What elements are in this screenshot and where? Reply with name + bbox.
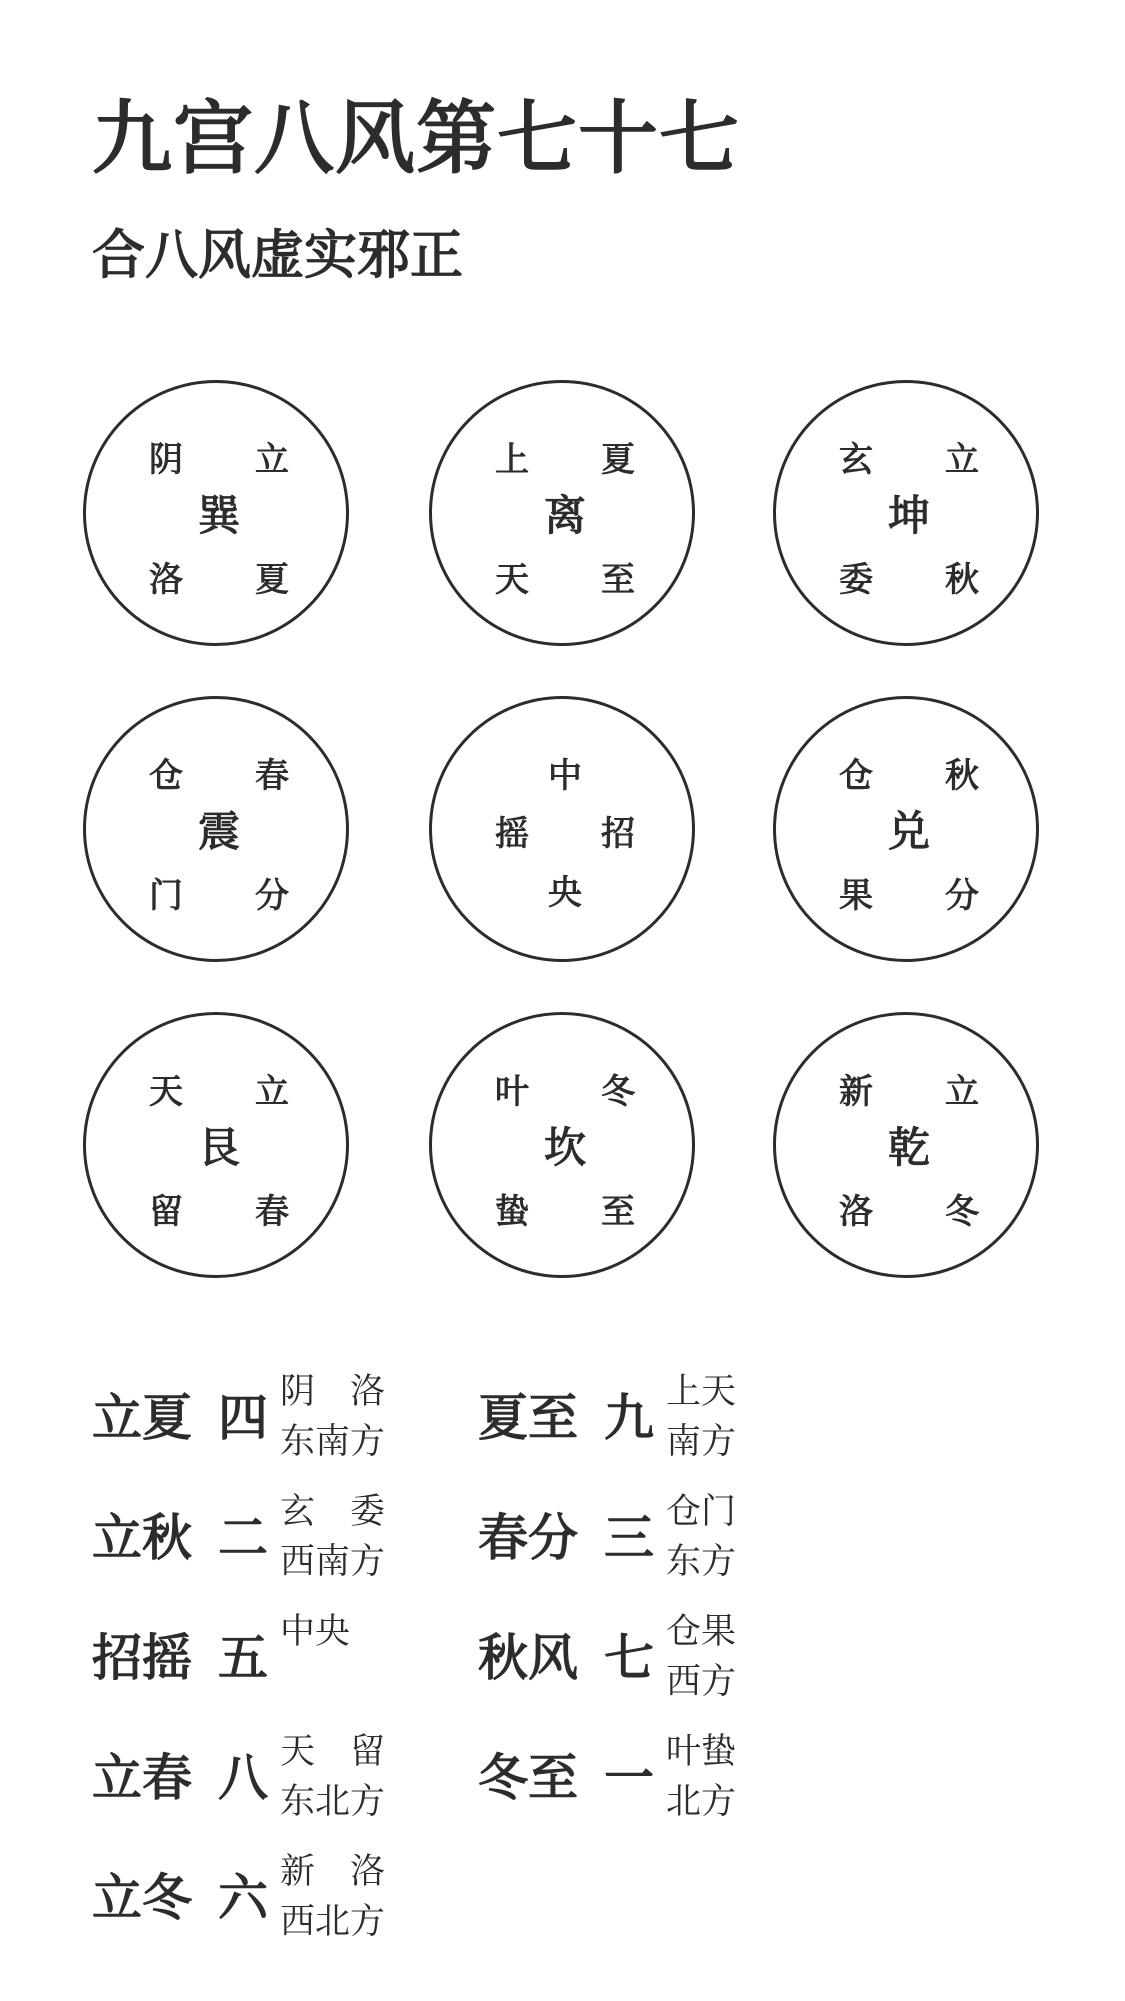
legend-wind-name: 仓果 bbox=[666, 1612, 737, 1652]
palace-char: 新 bbox=[839, 1072, 873, 1112]
legend-number: 九 bbox=[604, 1388, 654, 1447]
palace-char: 秋 bbox=[945, 756, 979, 796]
palace-char: 立 bbox=[945, 440, 979, 480]
palace-char: 洛 bbox=[149, 560, 183, 600]
palace-name: 离 bbox=[543, 491, 586, 540]
legend-number: 八 bbox=[218, 1748, 268, 1807]
palace-char: 果 bbox=[839, 876, 873, 916]
legend-entry bbox=[478, 1728, 798, 1838]
palace-gen bbox=[83, 1012, 349, 1278]
palace-kun bbox=[773, 380, 1039, 646]
legend-direction: 北方 bbox=[666, 1782, 737, 1822]
legend-number: 五 bbox=[218, 1628, 268, 1687]
palace-name: 乾 bbox=[887, 1123, 930, 1172]
palace-char: 分 bbox=[255, 876, 289, 916]
legend-entry bbox=[478, 1368, 798, 1478]
legend-entry bbox=[478, 1608, 798, 1718]
palace-name: 震 bbox=[197, 807, 240, 856]
legend-wind-name: 天 留 bbox=[280, 1732, 386, 1772]
palace-char: 中 bbox=[548, 756, 582, 796]
legend-direction: 西方 bbox=[666, 1662, 737, 1702]
palace-name: 坎 bbox=[543, 1123, 586, 1172]
palace-char: 秋 bbox=[945, 560, 979, 600]
palace-char: 阴 bbox=[149, 440, 183, 480]
legend-entry bbox=[92, 1488, 412, 1598]
palace-xun bbox=[83, 380, 349, 646]
palace-char: 仓 bbox=[839, 756, 873, 796]
legend-wind-name: 新 洛 bbox=[280, 1852, 386, 1892]
legend-wind-name: 叶蛰 bbox=[666, 1732, 737, 1772]
palace-zhong bbox=[429, 696, 695, 962]
legend-direction: 东北方 bbox=[280, 1782, 386, 1822]
legend-number: 六 bbox=[218, 1868, 268, 1927]
legend-term: 招摇 bbox=[92, 1628, 192, 1687]
palace-char: 夏 bbox=[601, 440, 635, 480]
palace-name: 艮 bbox=[197, 1123, 240, 1172]
legend-term: 秋风 bbox=[478, 1628, 578, 1687]
legend-number: 二 bbox=[218, 1508, 268, 1567]
palace-char: 立 bbox=[945, 1072, 979, 1112]
legend-entry bbox=[92, 1368, 412, 1478]
palace-zhen bbox=[83, 696, 349, 962]
legend-term: 立冬 bbox=[92, 1868, 192, 1927]
palace-name: 兑 bbox=[887, 807, 930, 856]
legend-number: 三 bbox=[604, 1508, 654, 1567]
page-title: 九宫八风第七十七 bbox=[92, 91, 740, 185]
page-subtitle: 合八风虚实邪正 bbox=[92, 224, 463, 286]
legend-entry bbox=[478, 1488, 798, 1598]
palace-char: 门 bbox=[149, 876, 183, 916]
palace-li bbox=[429, 380, 695, 646]
legend-term: 冬至 bbox=[478, 1748, 578, 1807]
palace-char: 冬 bbox=[601, 1072, 635, 1112]
palace-char: 夏 bbox=[255, 560, 289, 600]
nine-palace-grid bbox=[83, 380, 1043, 1340]
legend-number: 七 bbox=[604, 1628, 654, 1687]
legend-term: 夏至 bbox=[478, 1388, 578, 1447]
legend-wind-name: 中央 bbox=[280, 1612, 351, 1652]
palace-name: 坤 bbox=[887, 491, 930, 540]
legend-number: 四 bbox=[218, 1388, 268, 1447]
legend-number: 一 bbox=[604, 1748, 654, 1807]
legend-entry bbox=[92, 1728, 412, 1838]
palace-name: 巽 bbox=[197, 491, 240, 540]
palace-char: 委 bbox=[839, 560, 873, 600]
palace-char: 至 bbox=[601, 560, 635, 600]
palace-char: 立 bbox=[255, 440, 289, 480]
palace-char: 留 bbox=[149, 1192, 183, 1232]
legend-term: 立春 bbox=[92, 1748, 192, 1807]
palace-qian bbox=[773, 1012, 1039, 1278]
palace-char: 央 bbox=[548, 873, 582, 913]
legend-entry bbox=[92, 1848, 412, 1958]
palace-char: 春 bbox=[255, 1192, 289, 1232]
legend-direction: 南方 bbox=[666, 1422, 737, 1462]
palace-char: 立 bbox=[255, 1072, 289, 1112]
legend-direction: 东南方 bbox=[280, 1422, 386, 1462]
palace-char: 仓 bbox=[149, 756, 183, 796]
palace-char: 分 bbox=[945, 876, 979, 916]
palace-char: 洛 bbox=[839, 1192, 873, 1232]
palace-char: 玄 bbox=[839, 440, 873, 480]
palace-char: 天 bbox=[149, 1072, 183, 1112]
legend-term: 立秋 bbox=[92, 1508, 192, 1567]
palace-dui bbox=[773, 696, 1039, 962]
palace-char: 至 bbox=[601, 1192, 635, 1232]
palace-char: 摇 bbox=[495, 814, 529, 854]
legend-wind-name: 仓门 bbox=[666, 1492, 737, 1532]
legend-entry bbox=[92, 1608, 412, 1718]
palace-char: 冬 bbox=[945, 1192, 979, 1232]
legend-wind-name: 阴 洛 bbox=[280, 1372, 386, 1412]
legend-direction: 西北方 bbox=[280, 1902, 386, 1942]
palace-char: 招 bbox=[601, 814, 635, 854]
palace-char: 春 bbox=[255, 756, 289, 796]
legend-wind-name: 玄 委 bbox=[280, 1492, 386, 1532]
palace-kan bbox=[429, 1012, 695, 1278]
palace-char: 上 bbox=[495, 440, 529, 480]
legend-wind-name: 上天 bbox=[666, 1372, 737, 1412]
legend-direction: 西南方 bbox=[280, 1542, 386, 1582]
legend-term: 立夏 bbox=[92, 1388, 192, 1447]
legend-term: 春分 bbox=[478, 1508, 578, 1567]
palace-char: 天 bbox=[495, 560, 529, 600]
legend-direction: 东方 bbox=[666, 1542, 737, 1582]
palace-char: 蛰 bbox=[495, 1192, 529, 1232]
palace-char: 叶 bbox=[495, 1072, 529, 1112]
